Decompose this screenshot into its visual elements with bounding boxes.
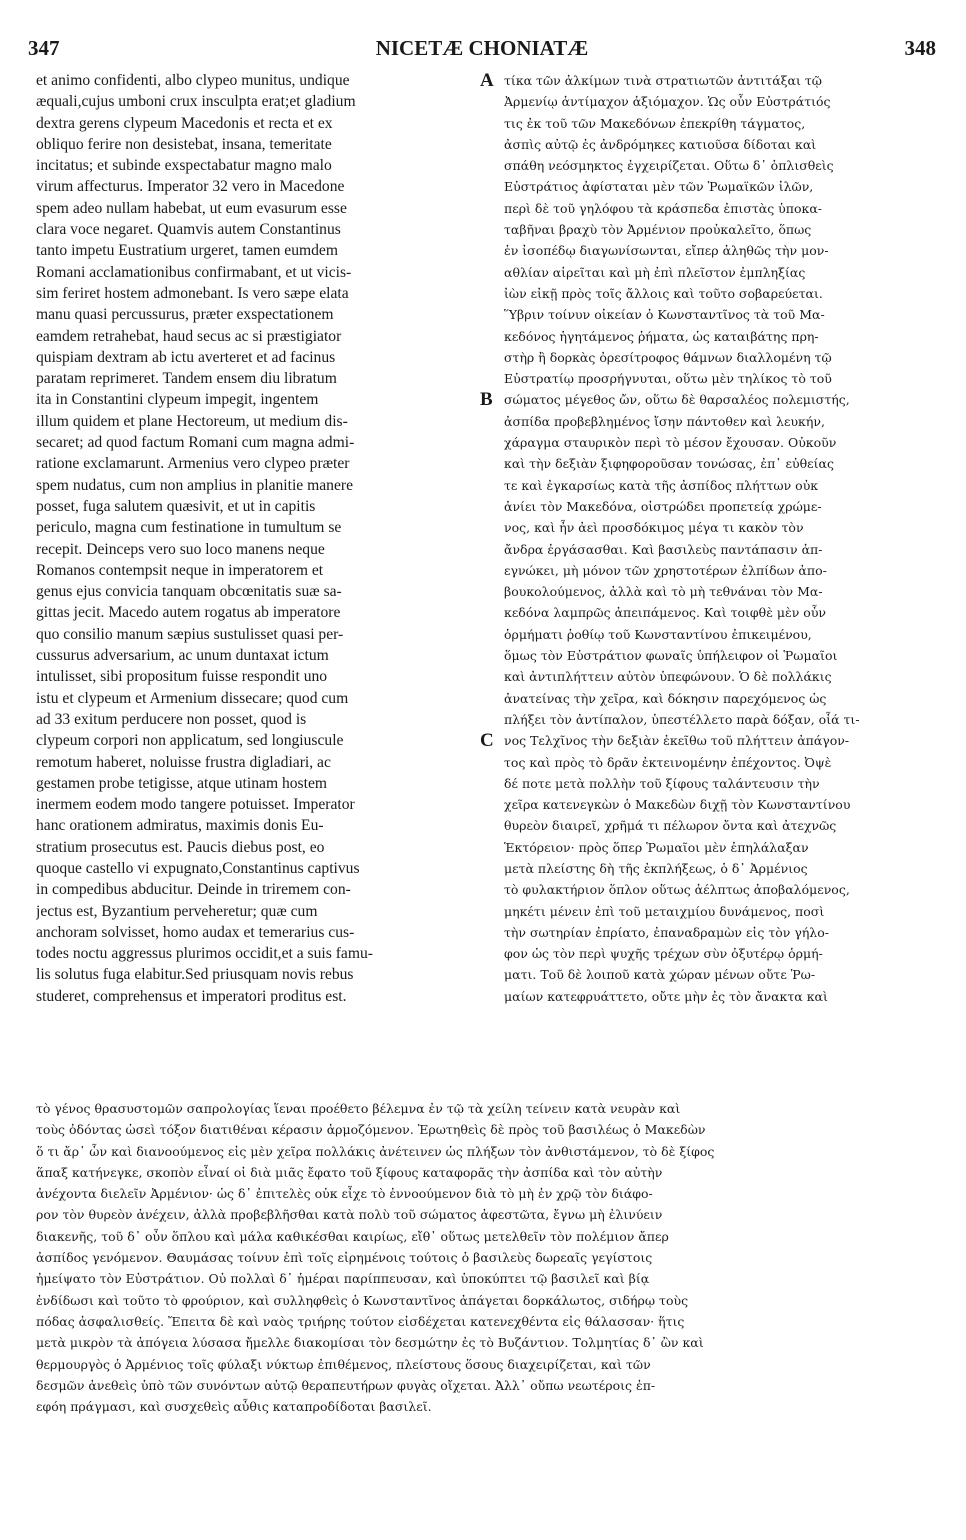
greek-full-text-line: δεσμῶν ἀνεθεὶς ὑπὸ τῶν συνόντων αὐτῷ θεραπευτήρων φυγὰς οἴχεται. Ἀλλ᾽ οὔπω νεωτέροις ἐπ- xyxy=(36,1377,656,1393)
greek-text-line: Ἑκτόρειον· πρὸς ὅπερ Ῥωμαῖοι μὲν ἐπηλάλαξαν xyxy=(504,839,809,855)
latin-text-line: æquali,cujus umboni crux insculpta erat;et gladium xyxy=(36,93,356,111)
greek-text-line: νος, καὶ ἦν ἀεὶ προσδόκιμος μέγα τι κακὸν τὸν xyxy=(504,520,804,536)
latin-text-line: clypeum corpori non applicatum, sed longiuscule xyxy=(36,732,344,750)
greek-full-text-line: ἀσπίδος γενόμενον. Θαυμάσας τοίνυν ἐπὶ τοῖς εἰρημένοις τούτοις ὁ βασιλεὺς δωρεαῖς γεγίστοις xyxy=(36,1250,653,1266)
greek-full-width-text xyxy=(36,1098,936,1417)
greek-text-line: ἀσπίδα προβεβλημένος ἴσην πάντοθεν καὶ λευκήν, xyxy=(504,413,825,429)
latin-text-line: incitatus; et subinde exspectabatur magno malo xyxy=(36,157,332,175)
latin-text-line: jectus est, Byzantium perveheretur; quæ cum xyxy=(36,902,318,920)
latin-text-line: inermem eodem modo tangere potuisset. Imperator xyxy=(36,796,355,814)
greek-full-text-line: θερμουργὸς ὁ Ἀρμένιος τοῖς φύλαξι νύκτωρ ἐπιθέμενος, πλείστους ὅσους διαχειρίζεται, καὶ τῶν xyxy=(36,1356,651,1372)
greek-full-text-line: μετὰ μικρὸν τὰ ἀπόγεια λύσασα ἤμελλε διακομίσαι τὸν δεσμώτην ἐς τὸ Βυζάντιον. Τολμητίας δ᾽ ὢν καὶ xyxy=(36,1335,704,1351)
margin-letter-b: B xyxy=(480,389,493,410)
greek-text-line: ὁρμήματι ῥοθίῳ τοῦ Κωνσταντίνου ἐπικειμένου, xyxy=(504,626,812,642)
greek-text-line: φον ὡς τὸν περὶ ψυχῆς τρέχων σὺν ὀξυτέρῳ ὁρμή- xyxy=(504,946,823,962)
latin-text-line: remotum haberet, noluisse frustra digladiari, ac xyxy=(36,753,331,771)
greek-full-text-line: πόδας ἀσφαλισθείς. Ἔπειτα δὲ καὶ ναὸς τριήρης τούτον εἰσδέχεται κατενεχθέντα εἰς θάλασσαν· ἥτις xyxy=(36,1313,685,1329)
greek-text-line: ἀνίει τὸν Μακεδόνα, οἰστρώδει προπετείᾳ χρώμε- xyxy=(504,498,822,514)
greek-text-line: καὶ ἀντιπλήττειν αὐτὸν ὑπεφώνουν. Ὁ δὲ πολλάκις xyxy=(504,669,832,685)
two-column-text xyxy=(36,70,936,1095)
margin-letter-a: A xyxy=(480,70,494,91)
greek-text-line: τίκα τῶν ἀλκίμων τινὰ στρατιωτῶν ἀντιτάξαι τῷ xyxy=(504,73,822,88)
greek-text-line: ἄνδρα ἐργάσασθαι. Καὶ βασιλεὺς παντάπασιν ἀπ- xyxy=(504,541,823,557)
latin-text-line: periculo, magna cum festinatione in tumultum se xyxy=(36,519,342,537)
latin-text-line: ad 33 exitum perducere non posset, quod is xyxy=(36,710,307,728)
greek-text-line: κεδόνα λαμπρῶς ἀπειπάμενος. Καὶ τοιφθὲ μὲν οὖν xyxy=(504,605,827,621)
greek-full-text-line: τοὺς ὀδόντας ὡσεὶ τόξον διατιθέναι κέρασιν ἁρμοζόμενον. Ἐρωτηθεὶς δὲ πρὸς τοῦ βασιλέως ὁ Μακεδὼν xyxy=(36,1122,706,1138)
greek-text-line: Ἀρμενίῳ ἀντίμαχον ἀξιόμαχον. Ὡς οὖν Εὐστράτιός xyxy=(504,94,831,110)
greek-text-line: ἰὼν εἰκῇ πρὸς τοῖς ἄλλοις καὶ τοῦτο σοβαρεύεται. xyxy=(504,285,823,301)
greek-text-line: στὴρ ἢ δορκὰς ὀρεσίτροφος θάμνων διαλλομένη τῷ xyxy=(504,349,832,365)
latin-text-line: clara voce negaret. Quamvis autem Constantinus xyxy=(36,221,341,239)
greek-text-line: Ὕβριν τοίνυν οἰκείαν ὁ Κωνσταντῖνος τὰ τοῦ Μα- xyxy=(504,307,825,323)
latin-column xyxy=(36,70,479,1007)
greek-text-line: Εὐστρατίῳ προσρήγνυται, οὕτω μὲν τηλίκος τὸ τοῦ xyxy=(504,371,832,387)
latin-text-line: intulisset, sibi propositum fuisse respondit uno xyxy=(36,668,328,686)
latin-text-line: Romani acclamationibus confirmabant, et ut vicis- xyxy=(36,263,352,281)
greek-text-line: καὶ τὴν δεξιὰν ξιφηφοροῦσαν τονώσας, ἐπ᾽ εὐθείας xyxy=(504,456,834,472)
latin-text-line: posset, fuga salutem quæsivit, et ut in capitis xyxy=(36,497,316,515)
latin-text-line: gittas jecit. Macedo autem rogatus ab imperatore xyxy=(36,604,341,622)
running-header xyxy=(28,36,936,66)
greek-full-text-line: ὅ τι ἄρ᾽ ὧν καὶ διανοούμενος εἰς μὲν χεῖρα πολλάκις ἀνέτεινεν ὡς πλήξων τὸν ἀνθιστάμενον, τὸ δὲ ξίφος xyxy=(36,1143,715,1159)
latin-text-line: Romanos contempsit neque in imperatorem et xyxy=(36,561,324,579)
latin-text-line: genus ejus convicia tanquam obcœnitatis suæ sa- xyxy=(36,583,342,601)
latin-text-line: todes noctu aggressus plurimos occidit,et a suis famu- xyxy=(36,945,373,963)
greek-text-line: τὸ φυλακτήριον ὅπλον οὕτως ἀέλπτως ἀποβαλόμενος, xyxy=(504,882,850,898)
greek-text-line: σώματος μέγεθος ὤν, οὕτω δὲ θαρσαλέος πολεμιστής, xyxy=(504,392,850,408)
greek-text-line: σπάθη νεόσμηκτος ἐγχειρίζεται. Οὕτω δ᾽ ὁπλισθεὶς xyxy=(504,158,834,174)
latin-text-line: illum quidem et plane Hectoreum, ut medium dis- xyxy=(36,412,348,430)
latin-text-line: sim feriret hostem admonebant. Is vero sæpe elata xyxy=(36,284,349,302)
greek-text-line: ἐν ἰσοπέδῳ διαγωνίσωνται, εἴπερ ἀληθῶς τὴν μον- xyxy=(504,243,829,259)
greek-full-text-line: ἅπαξ κατήνεγκε, σκοπὸν εἶναί οἱ διὰ μιᾶς ἔφατο τοῦ ξίφους καταφορᾶς τὴν ἀσπίδα καὶ τὸν αὐτὴν xyxy=(36,1164,663,1180)
latin-text-line: et animo confidenti, albo clypeo munitus, undique xyxy=(36,72,350,89)
greek-text-line: πλήξει τὸν ἀντίπαλον, ὑπεστέλλετο παρὰ δόξαν, οἷά τι- xyxy=(504,711,860,727)
latin-text-line: lis solutus fuga elabitur.Sed priusquam novis rebus xyxy=(36,966,354,984)
latin-text-line: virum affecturus. Imperator 32 vero in Macedone xyxy=(36,178,345,196)
latin-text-line: secaret; ad quod factum Romani cum magna admi- xyxy=(36,434,355,452)
greek-text-line: χεῖρα κατενεγκὼν ὁ Μακεδὼν διχῇ τὸν Κωνσταντίνου xyxy=(504,797,851,813)
greek-full-text-line: ρον τὸν θυρεὸν ἀνέχειν, ἀλλὰ προβεβλῆσθαι κατὰ πολὺ τοῦ σώματος ἀφεστῶτα, ἔγνω μὴ ἐλινύειν xyxy=(36,1207,663,1223)
greek-column xyxy=(504,70,966,1007)
greek-text-line: δέ ποτε μετὰ πολλὴν τοῦ ξίφους ταλάντευσιν τὴν xyxy=(504,775,820,791)
greek-text-line: τος καὶ πρὸς τὸ δρᾶν ἐκτεινομένην ἐπέχοντος. Ὀψὲ xyxy=(504,754,832,770)
latin-text-line: stratium prosecutus est. Paucis diebus post, eo xyxy=(36,838,325,856)
latin-text-line: tanto impetu Eustratium urgeret, tamen eumdem xyxy=(36,242,338,260)
greek-text-line: τις ἐκ τοῦ τῶν Μακεδόνων ἐπεκρίθη τάγματος, xyxy=(504,115,806,131)
greek-text-line: Εὐστράτιος ἀφίσταται μὲν τῶν Ῥωμαϊκῶν ἰλῶν, xyxy=(504,179,814,195)
greek-text-line: εγνώκει, μὴ μόνον τῶν χρηστοτέρων ἐλπίδων ἀπο- xyxy=(504,562,827,578)
greek-full-text-line: ἠμείψατο τὸν Εὐστράτιον. Οὐ πολλαὶ δ᾽ ἡμέραι παρίππευσαν, καὶ ὑποκύπτει τῷ βασιλεῖ καὶ βίᾳ xyxy=(36,1271,650,1287)
latin-text-line: quoque castello vi expugnato,Constantinus captivus xyxy=(36,859,360,877)
greek-text-line: ἀνατείνας τὴν χεῖρα, καὶ δόκησιν παρεχόμενος ὡς xyxy=(504,690,827,706)
greek-full-text-line: ἐνδίδωσι καὶ τοῦτο τὸ φρούριον, καὶ συλληφθεὶς ὁ Κωνσταντῖνος ἀπάγεται δορκάλωτος, σιδήρῳ τοὺς xyxy=(36,1292,689,1308)
greek-text-line: ἀσπὶς αὐτῷ ἐς ἀνδρόμηκες κατιοῦσα δίδοται καὶ xyxy=(504,136,817,152)
latin-text-line: quo consilio manum sæpius sustulisset quasi per- xyxy=(36,625,344,643)
greek-text-line: ὅμως τὸν Εὐστράτιον φωναῖς ὑπήλειφον οἱ Ῥωμαῖοι xyxy=(504,648,838,664)
latin-text-line: spem nudatus, cum non amplius in planitie manere xyxy=(36,476,354,494)
greek-text-line: μαίων κατεφρυάττετο, οὔτε μὴν ἐς τὸν ἄνακτα καὶ xyxy=(504,988,828,1004)
greek-text-line: μετὰ πλείστης δὴ τῆς ἐκπλήξεως, ὁ δ᾽ Ἀρμένιος xyxy=(504,860,808,876)
latin-text-line: anchoram solvisset, homo audax et temerarius cus- xyxy=(36,923,355,941)
latin-text-line: ratione exclamarunt. Armenius vero clypeo præter xyxy=(36,455,350,473)
latin-text-line: manu quasi percussurus, præter exspectationem xyxy=(36,306,334,324)
greek-full-text-line: διακενῆς, τοῦ δ᾽ οὖν ὅπλου καὶ μάλα καθικέσθαι καιρίως, εἴθ᾽ οὕτως μετελθεῖν τὸν πολέμιον ἄπερ xyxy=(36,1228,669,1244)
greek-text-line: χάραγμα σταυρικὸν περὶ τὸ μέσον ἔχουσαν. Οὐκοῦν xyxy=(504,435,837,451)
latin-text-line: recepit. Deinceps vero suo loco manens neque xyxy=(36,540,325,558)
greek-text-line: τὴν σωτηρίαν ἐπρίατο, ἐπαναδραμὼν εἰς τὸν γήλο- xyxy=(504,924,829,940)
latin-text-line: eamdem retrahebat, haud secus ac si præstigiator xyxy=(36,327,342,345)
latin-text-line: in compedibus abducitur. Deinde in triremem con- xyxy=(36,881,351,899)
greek-text-line: περὶ δὲ τοῦ γηλόφου τὰ κράσπεδα ἐπιστὰς ὑποκα- xyxy=(504,200,822,216)
greek-text-line: θυρεὸν διαιρεῖ, χρῆμά τι πέλωρον ὄντα καὶ ἀτεχνῶς xyxy=(504,818,837,834)
latin-text-line: ita in Constantini clypeum impegit, ingentem xyxy=(36,391,319,409)
greek-full-text-line: ἀνέχοντα διελεῖν Ἀρμένιον· ὡς δ᾽ ἐπιτελὲς οὐκ εἶχε τὸ ἐννοούμενον διὰ τὸ μὴ ἐν χρῷ τὸν διάφο- xyxy=(36,1186,653,1202)
greek-text-line: βουκολούμενος, ἀλλὰ καὶ τὸ μὴ τεθνάναι τὸν Μα- xyxy=(504,584,823,600)
latin-text-line: paratam reprimeret. Tandem ensem diu libratum xyxy=(36,370,337,388)
greek-text-line: αθλίαν αἱρεῖται καὶ μὴ ἐπὶ πλεῖστον ἐμπληξίας xyxy=(504,264,806,280)
latin-text-line: hanc orationem admiratus, maximis donis Eu- xyxy=(36,817,324,835)
greek-full-text-line: εφόη πράγμασι, καὶ συσχεθεὶς αὖθις καταπροδίδοται βασιλεῖ. xyxy=(36,1399,432,1415)
latin-text-line: obliquo ferire non desistebat, insana, temeritate xyxy=(36,135,332,153)
latin-text-line: quispiam dextram ab ictu averteret et ad facinus xyxy=(36,348,336,366)
latin-text-line: studeret, comprehensus et imperatori proditus est. xyxy=(36,987,347,1005)
greek-text-line: ματι. Τοῦ δὲ λοιποῦ κατὰ χώραν μένων οὔτε Ῥω- xyxy=(504,967,816,983)
page-number-left: 347 xyxy=(28,36,60,60)
latin-text-line: gestamen probe tetigisse, atque utinam hostem xyxy=(36,774,328,792)
latin-text-line: istu et clypeum et Armenium dissecare; quod cum xyxy=(36,689,349,707)
margin-letter-c: C xyxy=(480,730,494,751)
latin-text-line: spem adeo nullam habebat, ut eum evasurum esse xyxy=(36,199,347,217)
greek-text-line: νος Τελχῖνος τὴν δεξιὰν ἐκεῖθω τοῦ πλήττειν ἀπάγον- xyxy=(504,733,850,749)
greek-text-line: κεδόνος ἡγητάμενος ῥήματα, ὡς καταιβάτης πρη- xyxy=(504,328,819,344)
greek-full-text-line: τὸ γένος θρασυστομῶν σαπρολογίας ἵεναι προέθετο βέλεμνα ἐν τῷ τὰ χείλη τείνειν κατὰ νευρὰν καὶ xyxy=(36,1101,681,1116)
running-title: NICETÆ CHONIATÆ xyxy=(375,36,589,60)
greek-text-line: τε καὶ ἐγκαρσίως κατὰ τῆς ἀσπίδος πλήττων οὐκ xyxy=(504,477,819,493)
latin-text-line: dextra gerens clypeum Macedonis et recta et ex xyxy=(36,114,333,132)
greek-text-line: ταβῆναι βραχὺ τὸν Ἀρμένιον προὐκαλεῖτο, ὅπως xyxy=(504,222,812,238)
greek-text-line: μηκέτι μένειν ἐπὶ τοῦ μεταιχμίου δυνάμενος, ποσὶ xyxy=(504,903,825,919)
page-number-right: 348 xyxy=(904,36,936,60)
latin-text-line: cussurus adversarium, ac unum duntaxat ictum xyxy=(36,647,329,665)
